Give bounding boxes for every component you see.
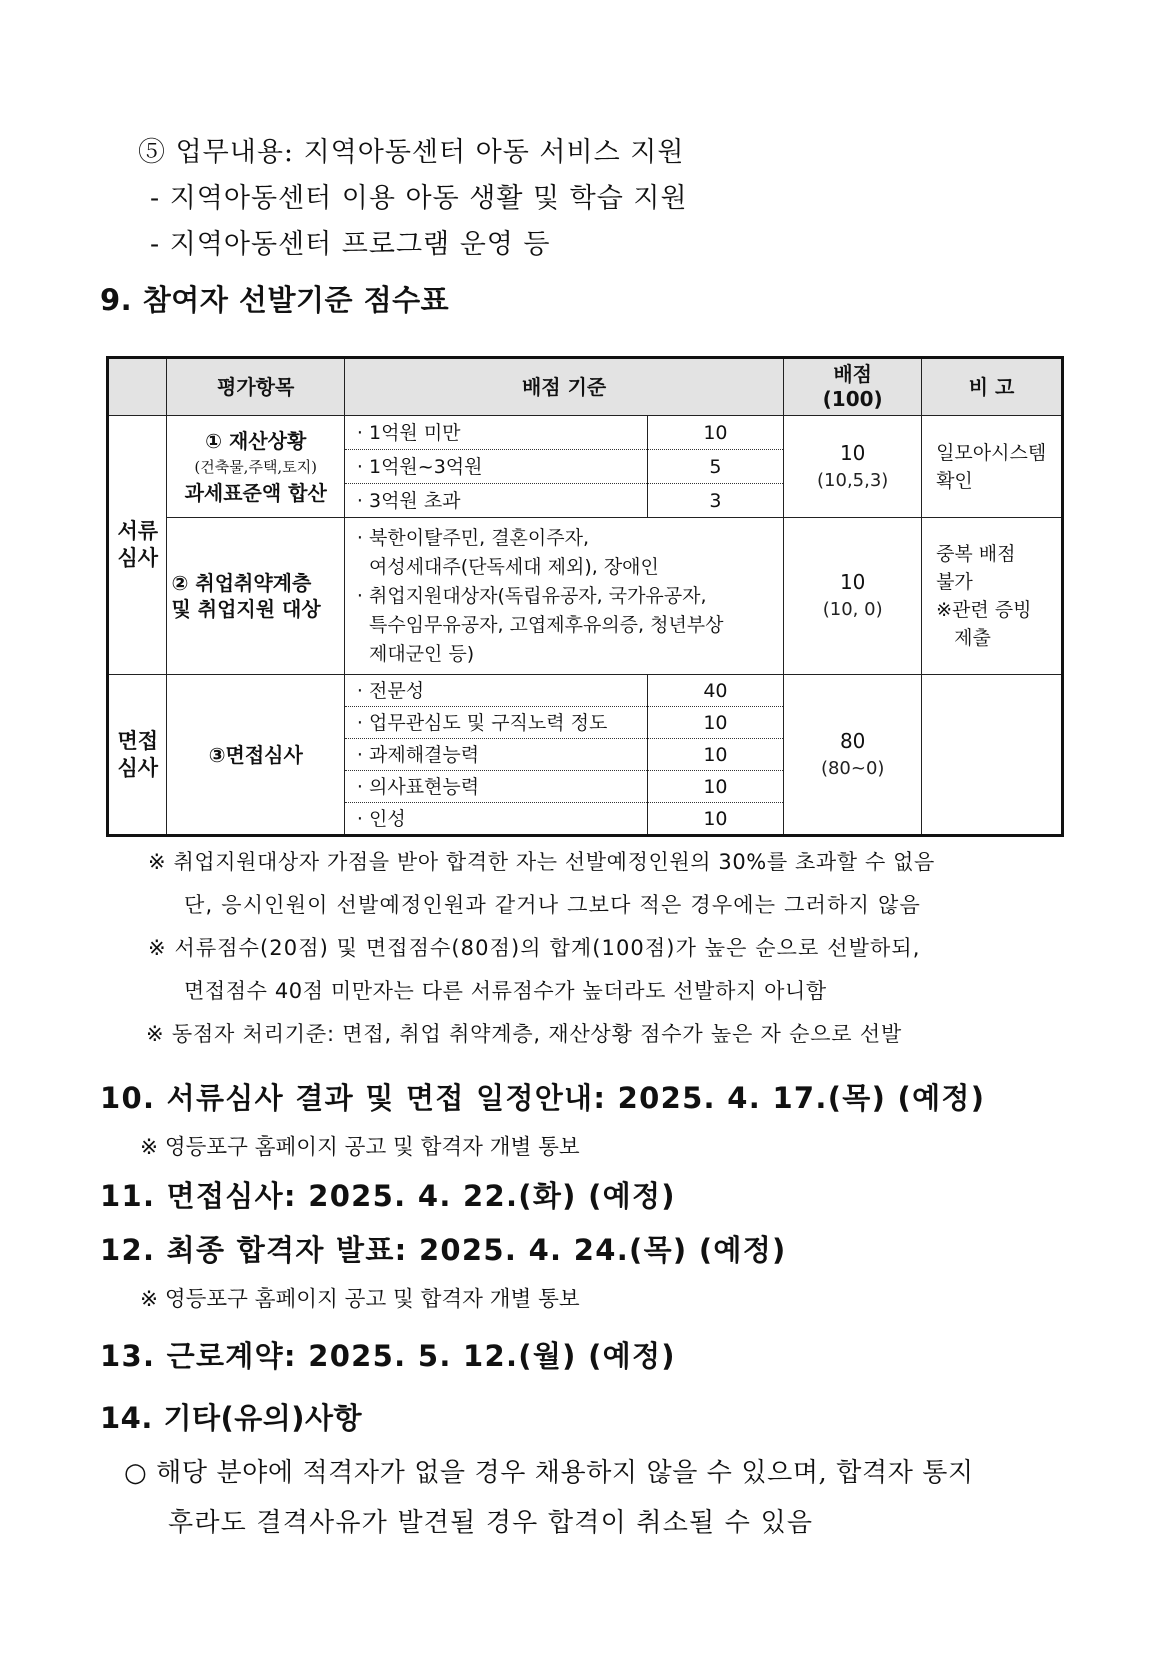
property-score-value: 10 <box>839 440 866 465</box>
property-item-line3: 과세표준액 합산 <box>184 480 327 505</box>
vulnerable-score <box>784 518 922 675</box>
interview-category: 면접 심사 <box>108 675 167 836</box>
interview-remarks <box>922 675 1063 836</box>
interview-points-3: 10 <box>647 739 784 771</box>
property-remarks: 일모아시스템 확인 <box>922 416 1063 518</box>
interview-criterion-1: · 전문성 <box>344 675 647 707</box>
header-score <box>784 358 922 416</box>
interview-criterion-2: · 업무관심도 및 구직노력 정도 <box>344 707 647 739</box>
interview-points-2: 10 <box>647 707 784 739</box>
interview-score-value: 80 <box>839 728 866 753</box>
section-14-title: 14. 기타(유의)사항 <box>100 1401 363 1435</box>
section-10-note: ※ 영등포구 홈페이지 공고 및 합격자 개별 통보 <box>140 1135 580 1160</box>
interview-score-range: (80~0) <box>820 757 885 779</box>
vulnerable-score-value: 10 <box>839 570 866 594</box>
docs-category: 서류 심사 <box>108 416 167 675</box>
header-score-line1: 배점 <box>833 362 872 386</box>
note-2-cont: 면접점수 40점 미만자는 다른 서류점수가 높더라도 선발하지 아니함 <box>184 979 827 1003</box>
table-row <box>108 675 1063 707</box>
property-item-line1: ① 재산상황 <box>205 428 307 453</box>
property-item <box>167 416 344 518</box>
vulnerable-score-range: (10, 0) <box>822 599 883 620</box>
section-9-title: 9. 참여자 선발기준 점수표 <box>100 283 450 317</box>
interview-criterion-5: · 인성 <box>344 803 647 836</box>
duty-line: ⑤ 업무내용: 지역아동센터 아동 서비스 지원 <box>138 137 685 168</box>
vulnerable-item <box>167 518 344 675</box>
property-item-line2: (건축물,주택,토지) <box>194 457 318 476</box>
interview-points-5: 10 <box>647 803 784 836</box>
property-criterion-3: · 3억원 초과 <box>344 484 647 518</box>
interview-score <box>784 675 922 836</box>
section-11-title: 11. 면접심사: 2025. 4. 22.(화) (예정) <box>100 1179 676 1213</box>
table-row <box>108 518 1063 675</box>
section-14-item-line2: 후라도 결격사유가 발견될 경우 합격이 취소될 수 있음 <box>168 1508 814 1538</box>
vulnerable-item-line2: 및 취업지원 대상 <box>171 597 321 621</box>
property-points-2: 5 <box>647 450 784 484</box>
interview-criterion-3: · 과제해결능력 <box>344 739 647 771</box>
table-header-row <box>108 358 1063 416</box>
section-13-title: 13. 근로계약: 2025. 5. 12.(월) (예정) <box>100 1339 676 1373</box>
note-3: ※ 동점자 처리기준: 면접, 취업 취약계층, 재산상황 점수가 높은 자 순으로 선발 <box>146 1022 903 1046</box>
interview-points-1: 40 <box>647 675 784 707</box>
interview-item: ③면접심사 <box>167 675 344 836</box>
note-2: ※ 서류점수(20점) 및 면접점수(80점)의 합계(100점)가 높은 순으로 선발하되, <box>148 936 921 960</box>
header-score-line2: (100) <box>822 387 883 411</box>
score-table <box>106 356 1064 837</box>
header-criteria: 배점 기준 <box>344 358 783 416</box>
header-blank <box>108 358 167 416</box>
duty-bullet-2: - 지역아동센터 프로그램 운영 등 <box>150 229 551 260</box>
vulnerable-item-line1: ② 취업취약계층 <box>171 571 312 595</box>
note-1: ※ 취업지원대상자 가점을 받아 합격한 자는 선발예정인원의 30%를 초과할 수 없음 <box>148 850 935 874</box>
section-10-title: 10. 서류심사 결과 및 면접 일정안내: 2025. 4. 17.(목) (예정) <box>100 1081 986 1115</box>
interview-criterion-4: · 의사표현능력 <box>344 771 647 803</box>
section-12-title: 12. 최종 합격자 발표: 2025. 4. 24.(목) (예정) <box>100 1233 787 1267</box>
section-12-note: ※ 영등포구 홈페이지 공고 및 합격자 개별 통보 <box>140 1287 580 1312</box>
property-criterion-1: · 1억원 미만 <box>344 416 647 450</box>
vulnerable-criteria: · 북한이탈주민, 결혼이주자, 여성세대주(단독세대 제외), 장애인 · 취업지원대상자(독립유공자, 국가유공자, 특수임무유공자, 고엽제후유의증, 청년부상 제대군인 등) <box>344 518 783 675</box>
table-row <box>108 416 1063 450</box>
property-points-3: 3 <box>647 484 784 518</box>
duty-bullet-1: - 지역아동센터 이용 아동 생활 및 학습 지원 <box>150 183 688 214</box>
header-remarks: 비 고 <box>922 358 1063 416</box>
property-points-1: 10 <box>647 416 784 450</box>
interview-points-4: 10 <box>647 771 784 803</box>
property-score-range: (10,5,3) <box>817 469 889 491</box>
note-1-cont: 단, 응시인원이 선발예정인원과 같거나 그보다 적은 경우에는 그러하지 않음 <box>184 893 921 917</box>
header-item: 평가항목 <box>167 358 344 416</box>
property-score <box>784 416 922 518</box>
vulnerable-remarks: 중복 배점 불가 ※관련 증빙 제출 <box>922 518 1063 675</box>
section-14-item-line1: ○ 해당 분야에 적격자가 없을 경우 채용하지 않을 수 있으며, 합격자 통지 <box>124 1458 974 1488</box>
property-criterion-2: · 1억원~3억원 <box>344 450 647 484</box>
